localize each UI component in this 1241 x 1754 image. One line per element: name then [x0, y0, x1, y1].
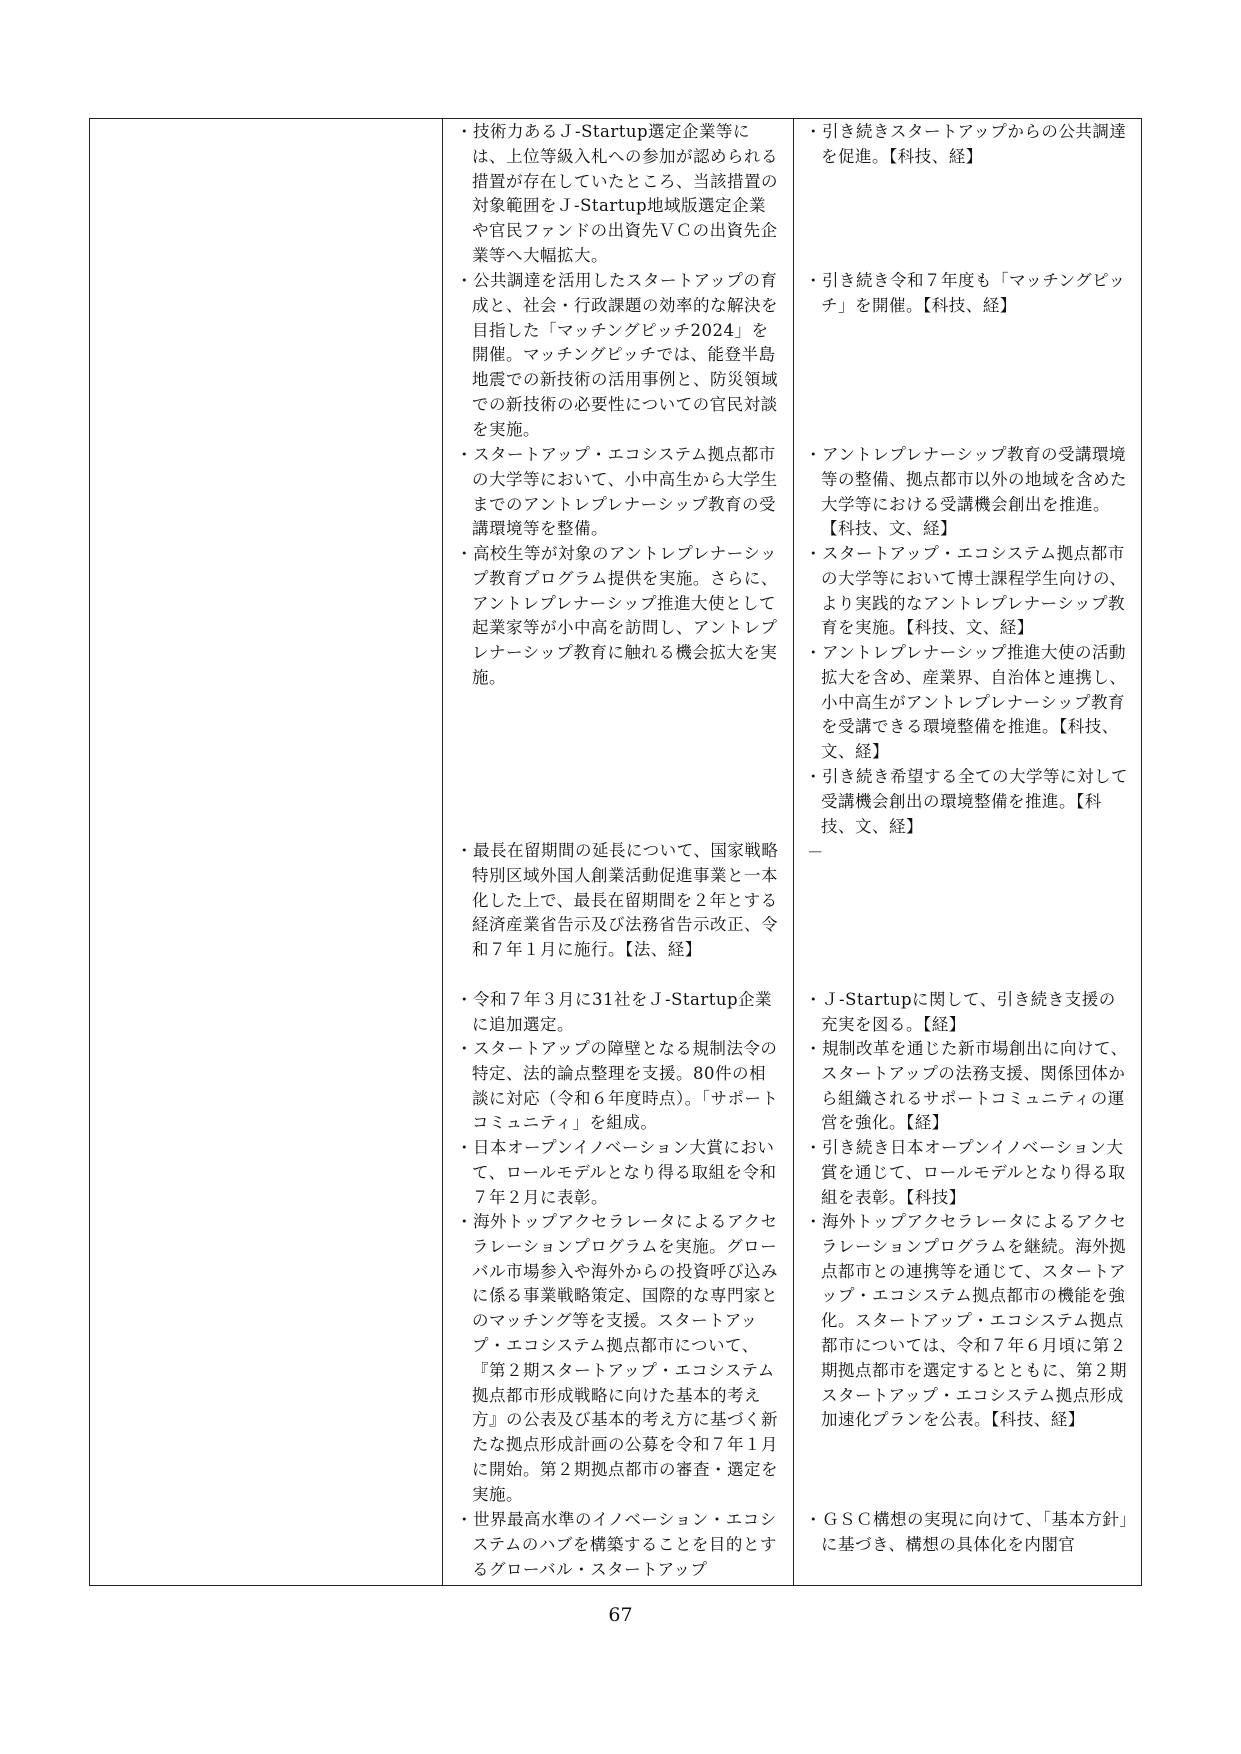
measure-item: ・公共調達を活用したスタートアップの育成と、社会・行政課題の効率的な解決を目指した「マッチングピッチ2024」を開催。マッチングピッチでは、能登半島地震での新技術の活用事例と、防災領域での新技術の必要性についての官民対談を実施。 — [456, 271, 778, 439]
plan-item: ・海外トップアクセラレータによるアクセラレーションプログラムを継続。海外拠点都市との連携等を通じて、スタートアップ・エコシステム拠点都市の機能を強化。スタートアップ・エコシステム拠点都市については、令和７年６月頃に第２期拠点都市を選定するとともに、第２期スタートアップ・エコシステム拠点形成加速化プランを公表。【科技、経】 — [805, 1212, 1127, 1430]
measure-item: ・海外トップアクセラレータによるアクセラレーションプログラムを実施。グローバル市場参入や海外からの投資呼び込みに係る事業戦略策定、国際的な専門家とのマッチング等を支援。スタートアップ・エコシステム拠点都市について、『第２期スタートアップ・エコシステム拠点都市形成戦略に向けた基本的考え方』の公表及び基本的考え方に基づく新たな拠点形成計画の公募を令和７年１月に開始。第２期拠点都市の審査・選定を実施。 — [456, 1212, 778, 1504]
plans-column — [793, 119, 1143, 1585]
plan-empty-dash: － — [807, 843, 824, 862]
plan-item: ・ＧＳＣ構想の実現に向けて、「基本方針」に基づき、構想の具体化を内閣官 — [805, 1510, 1129, 1554]
measure-item: ・スタートアップ・エコシステム拠点都市の大学等において、小中高生から大学生までのアントレプレナーシップ教育の受講環境等を整備。 — [456, 445, 778, 539]
measure-item: ・スタートアップの障壁となる規制法令の特定、法的論点整理を支援。80件の相談に対応（令和６年度時点）。「サポートコミュニティ」を組成。 — [456, 1039, 779, 1133]
plan-item: ・アントレプレナーシップ教育の受講環境等の整備、拠点都市以外の地域を含めた大学等における受講機会創出を推進。【科技、文、経】 — [805, 445, 1127, 539]
measure-item: ・日本オープンイノベーション大賞において、ロールモデルとなり得る取組を令和７年２月に表彰。 — [456, 1138, 777, 1207]
page-number: 67 — [608, 1604, 633, 1626]
policy-column — [90, 119, 443, 1585]
policy-table — [89, 118, 1142, 1586]
measure-item: ・高校生等が対象のアントレプレナーシップ教育プログラム提供を実施。さらに、アントレプレナーシップ推進大使として起業家等が小中高を訪問し、アントレプレナーシップ教育に触れる機会拡大を実施。 — [456, 544, 778, 687]
plan-item: ・Ｊ-Startupに関して、引き続き支援の充実を図る。【経】 — [805, 990, 1116, 1034]
measure-item: ・世界最高水準のイノベーション・エコシステムのハブを構築することを目的とするグローバル・スタートアップ — [456, 1510, 777, 1579]
plan-item: ・引き続きスタートアップからの公共調達を促進。【科技、経】 — [805, 122, 1127, 166]
measure-item: ・技術力あるＪ-Startup選定企業等には、上位等級入札への参加が認められる措置が存在していたところ、当該措置の対象範囲をＪ-Startup地域版選定企業や官民ファンドの出資先ＶＣの出資先企業等へ大幅拡大。 — [456, 122, 778, 265]
measure-item: ・最長在留期間の延長について、国家戦略特別区域外国人創業活動促進事業と一本化した上で、最長在留期間を２年とする経済産業省告示及び法務省告示改正、令和７年１月に施行。【法、経】 — [456, 841, 779, 960]
measures-column — [442, 119, 794, 1585]
plan-item: ・引き続き令和７年度も「マッチングピッチ」を開催。【科技、経】 — [805, 271, 1126, 315]
plan-item: ・スタートアップ・エコシステム拠点都市の大学等において博士課程学生向けの、より実践的なアントレプレナーシップ教育を実施。【科技、文、経】 — [805, 544, 1127, 638]
plan-item: ・引き続き希望する全ての大学等に対して受講機会創出の環境整備を推進。【科技、文、経】 — [805, 767, 1128, 836]
plan-item: ・規制改革を通じた新市場創出に向けて、スタートアップの法務支援、関係団体から組織されるサポートコミュニティの運営を強化。【経】 — [805, 1039, 1128, 1133]
measure-item: ・令和７年３月に31社をＪ-Startup企業に追加選定。 — [456, 990, 773, 1034]
plan-item: ・引き続き日本オープンイノベーション大賞を通じて、ロールモデルとなり得る取組を表彰。【科技】 — [805, 1138, 1126, 1207]
plan-item: ・アントレプレナーシップ推進大使の活動拡大を含め、産業界、自治体と連携し、小中高生がアントレプレナーシップ教育を受講できる環境整備を推進。【科技、文、経】 — [805, 643, 1127, 762]
